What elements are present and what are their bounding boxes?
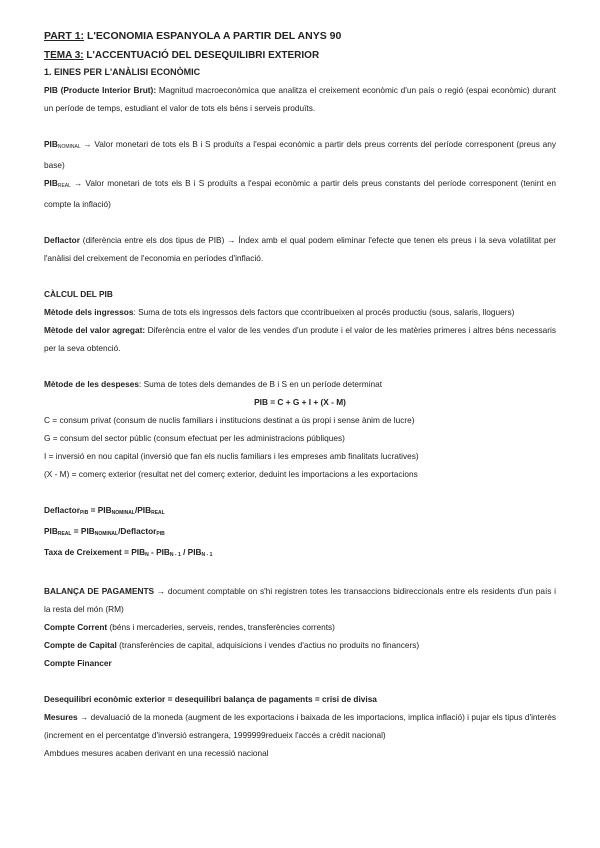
calcul-heading: CÀLCUL DEL PIB — [44, 289, 113, 299]
pib-real-formula: $PIB_{REAL}$ = $PIB_{NOMINAL}/Deflactor_{PIB}$ — [44, 526, 165, 537]
balanca-pagaments: BALANÇA DE PAGAMENTS → document comptable on s'hi registren totes les transaccions bidireccionals entre els residents d'un país i la resta del món (RM) — [44, 586, 556, 614]
compte-financer: Compte Financer — [44, 658, 112, 668]
component-g: G = consum del sector públic (consum efectuat per les administracions públiques) — [44, 433, 345, 443]
metode-valor-agregat: Mètode del valor agregat: Diferència entre el valor de les vendes d'un produte i el valor de les matèries primeres i altres béns necessaris per la seva obtenció. — [44, 325, 556, 353]
component-c: C = consum privat (consum de nuclis familiars i institucions destinat a ús propi i sense ànim de lucre) — [44, 415, 415, 425]
pib-definition: PIB (Producte Interior Brut): Magnitud macroeconòmica que analitza el creixement econòmic d'un país o regió (espai econòmic) durant un període de temps, estudiant el valor de tots els béns i serveis produïts. — [44, 85, 556, 113]
compte-capital: Compte de Capital (transferències de capital, adquisicions i vendes d'actius no produits no financers) — [44, 640, 420, 650]
taxa-creixement-formula: Taxa de Creixement = $PIB_N - PIB_{N - 1} / PIB_{N - 1}$ — [44, 547, 213, 558]
pib-nominal-definition: $PIB_{NOMINAL}$ → Valor monetari de tots els B i S produïts a l'espai econòmic a partir dels preus corrents del període corresponent (preus any base) — [44, 139, 556, 170]
part-heading: PART 1: L'ECONOMIA ESPANYOLA A PARTIR DEL ANYS 90 — [44, 30, 342, 42]
ambdues-line: Ambdues mesures acaben derivant en una recessió nacional — [44, 748, 269, 758]
section-heading: 1. EINES PER L'ANÀLISI ECONÒMIC — [44, 67, 201, 77]
tema-heading: TEMA 3: L'ACCENTUACIÓ DEL DESEQUILIBRI EXTERIOR — [44, 50, 320, 61]
metode-ingressos: Mètode dels ingressos: Suma de tots els ingressos dels factors que ccontribueixen al procés productiu (sous, salaris, lloguers) — [44, 307, 515, 317]
deflactor-definition: Deflactor (diferència entre els dos tipus de PIB) → Índex amb el qual podem eliminar l'efecte que tenen els preus i la seva volatilitat per l'anàlisi del creixement de l'economia en períodes d'inflació. — [44, 235, 556, 263]
metode-despeses: Mètode de les despeses: Suma de totes dels demandes de B i S en un període determinat — [44, 379, 383, 389]
deflactor-formula: Deflactor$_{PIB}$ = $PIB_{NOMINAL}/PIB_{REAL}$ — [44, 505, 165, 516]
mesures: Mesures → devaluació de la moneda (augment de les exportacions i baixada de les importacions, implica inflació) i pujar els tipus d'interès (increment en el percentatge d'inversió estrangera, 1999999redueix l'accés a crèdit nacional) — [44, 712, 556, 740]
pib-real-definition: $PIB_{REAL}$ → Valor monetari de tots els B i S produïts a l'espai econòmic a partir dels preus constants del període corresponent (tenint en compte la inflació) — [44, 178, 556, 209]
component-xm: (X - M) = comerç exterior (resultat net del comerç exterior, deduint les importacions a les exportacions — [44, 469, 418, 479]
desequilibri-line: Desequilibri econòmic exterior = desequilibri balança de pagaments = crisi de divisa — [44, 694, 377, 704]
component-i: I = inversió en nou capital (inversió que fan els nuclis familiars i les empreses amb finalitats lucratives) — [44, 451, 419, 461]
compte-corrent: Compte Corrent (béns i mercaderies, serveis, rendes, transferències corrents) — [44, 622, 335, 632]
pib-formula: PIB = C + G + I + (X - M) — [254, 397, 346, 407]
